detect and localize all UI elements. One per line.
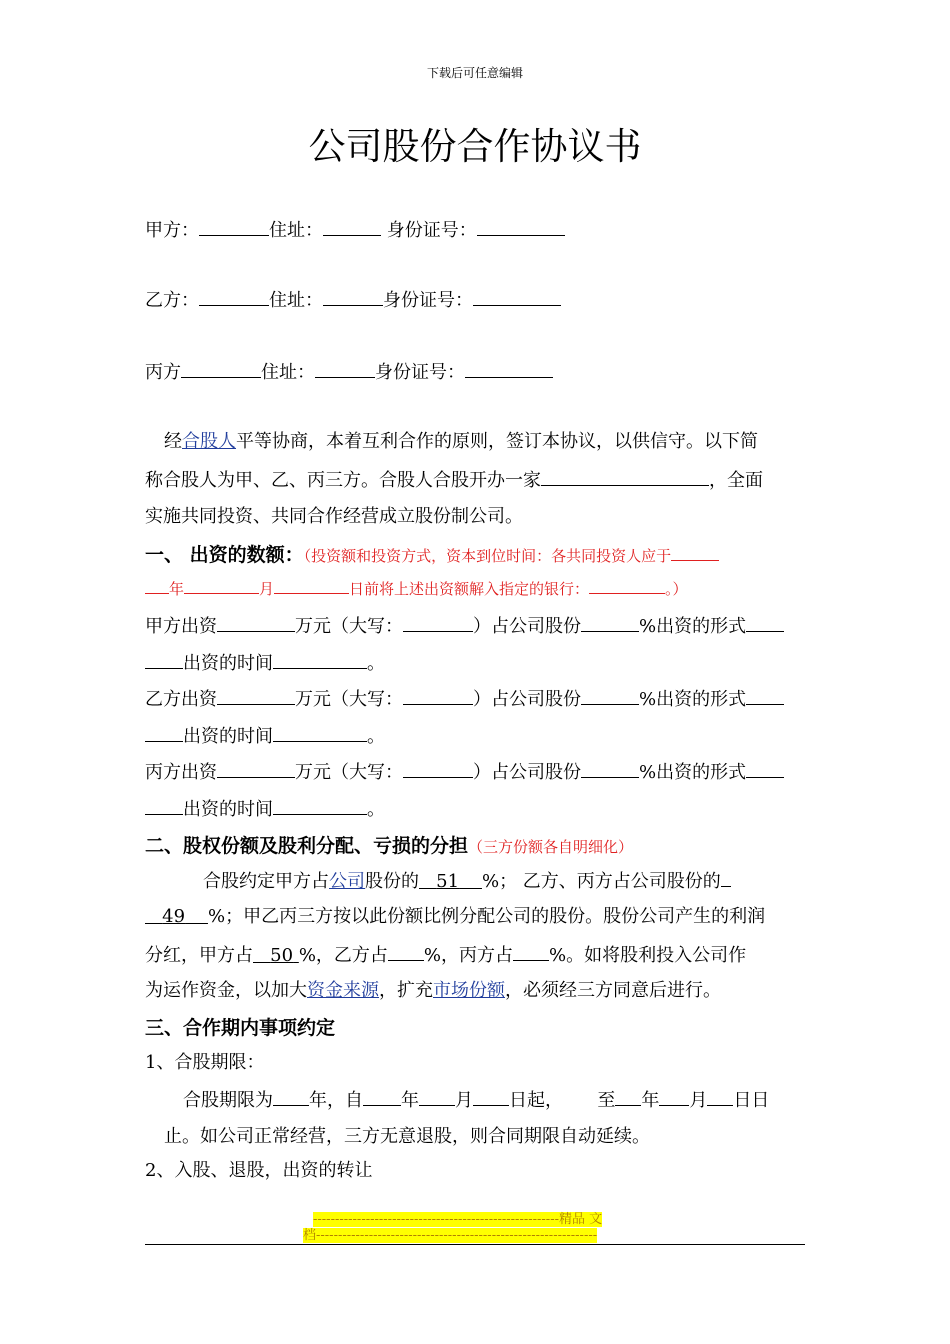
blank-field[interactable] bbox=[145, 723, 183, 742]
intro-line-1: 经合股人平等协商，本着互利合作的原则，签订本协议，以供信守。以下简 bbox=[164, 431, 758, 452]
footer-rule bbox=[145, 1244, 805, 1245]
blank-field[interactable] bbox=[473, 287, 561, 306]
shareholder-link[interactable]: 合股人 bbox=[182, 431, 236, 452]
blank-field[interactable] bbox=[721, 868, 731, 887]
blank-field[interactable] bbox=[659, 1087, 689, 1106]
share-line-3: 分红，甲方占 50 %，乙方占 %，丙方占 %。如将股利投入公司作 bbox=[145, 942, 746, 968]
blank-field[interactable] bbox=[323, 287, 383, 306]
contribution-row-b: 乙方出资 万元（大写： ）占公司股份 %出资的形式 bbox=[145, 686, 784, 712]
section-2-heading-line bbox=[145, 831, 633, 858]
blank-field[interactable] bbox=[273, 796, 367, 815]
blank-field[interactable] bbox=[199, 217, 269, 236]
blank-field[interactable] bbox=[581, 613, 639, 632]
share-line-4: 为运作资金，以加大资金来源，扩充市场份额，必须经三方同意后进行。 bbox=[145, 980, 721, 1001]
contribution-row-a: 甲方出资 万元（大写： ）占公司股份 %出资的形式 bbox=[145, 613, 784, 639]
blank-field[interactable] bbox=[581, 759, 639, 778]
share-value-bc: 49 bbox=[162, 906, 186, 927]
footer-line-1: --------------------------------------------------------精品 文 bbox=[313, 1212, 603, 1227]
section-note: （投资额和投资方式，资本到位时间：各共同投资人应于 bbox=[303, 547, 672, 565]
blank-field[interactable] bbox=[145, 796, 183, 815]
blank-field[interactable] bbox=[465, 359, 553, 378]
blank-field[interactable] bbox=[145, 650, 183, 669]
intro-line-3: 实施共同投资、共同合作经营成立股份制公司。 bbox=[145, 506, 523, 527]
blank-field[interactable] bbox=[273, 650, 367, 669]
item-2-label: 2、入股、退股，出资的转让 bbox=[145, 1160, 373, 1181]
blank-field[interactable] bbox=[315, 359, 375, 378]
blank-field[interactable] bbox=[323, 217, 381, 236]
contribution-row-c-time: 出资的时间 。 bbox=[145, 796, 385, 822]
section-3-heading: 三、合作期内事项约定 bbox=[145, 1017, 336, 1039]
blank-field[interactable] bbox=[541, 467, 709, 486]
term-line-1: 合股期限为 年，自 年 月 日起， 至 年 月 日日 bbox=[183, 1087, 769, 1113]
blank-field[interactable] bbox=[145, 578, 169, 594]
header-note: 下载后可任意编辑 bbox=[426, 66, 523, 80]
intro-line-2: 称合股人为甲、乙、丙三方。合股人合股开办一家 ，全面 bbox=[145, 467, 763, 493]
term-line-2: 止。如公司正常经营，三方无意退股，则合同期限自动延续。 bbox=[164, 1126, 650, 1147]
blank-field[interactable] bbox=[217, 759, 295, 778]
party-b-line: 乙方： 住址： 身份证号： bbox=[145, 287, 561, 313]
share-line-1: 合股约定甲方占公司股份的 51 %； 乙方、丙方占公司股份的 bbox=[203, 868, 731, 894]
market-share-link[interactable]: 市场份额 bbox=[433, 980, 505, 1001]
blank-field[interactable] bbox=[388, 942, 424, 961]
blank-field[interactable] bbox=[273, 1087, 309, 1106]
capital-source-link[interactable]: 资金来源 bbox=[307, 980, 379, 1001]
blank-field[interactable] bbox=[746, 759, 784, 778]
blank-field[interactable] bbox=[671, 545, 719, 561]
profit-value-a: 50 bbox=[270, 945, 294, 966]
section-heading: 二、股权份额及股利分配、亏损的分担 bbox=[145, 835, 469, 857]
blank-field[interactable] bbox=[184, 578, 259, 594]
document-title: 公司股份合作协议书 bbox=[308, 125, 642, 168]
contribution-row-b-time: 出资的时间 。 bbox=[145, 723, 385, 749]
blank-field[interactable] bbox=[419, 1087, 455, 1106]
item-1-label: 1、合股期限： bbox=[145, 1052, 265, 1073]
section-1-note-line: 年 月 日前将上述出资额解入指定的银行： 。） bbox=[145, 578, 688, 599]
blank-field[interactable] bbox=[707, 1087, 733, 1106]
blank-field[interactable] bbox=[746, 686, 784, 705]
blank-field[interactable] bbox=[181, 359, 261, 378]
share-line-2: 49 %；甲乙丙三方按以此份额比例分配公司的股份。股份公司产生的利润 bbox=[162, 906, 766, 927]
blank-field[interactable] bbox=[403, 759, 473, 778]
blank-field[interactable] bbox=[746, 613, 784, 632]
company-link[interactable]: 公司 bbox=[329, 871, 365, 892]
contribution-row-c: 丙方出资 万元（大写： ）占公司股份 %出资的形式 bbox=[145, 759, 784, 785]
blank-field[interactable] bbox=[363, 1087, 401, 1106]
blank-field[interactable] bbox=[274, 578, 349, 594]
blank-field[interactable] bbox=[615, 1087, 641, 1106]
blank-field[interactable] bbox=[513, 942, 549, 961]
contribution-row-a-time: 出资的时间 。 bbox=[145, 650, 385, 676]
blank-field[interactable] bbox=[403, 613, 473, 632]
section-1-heading-line bbox=[145, 540, 719, 567]
blank-field[interactable] bbox=[473, 1087, 509, 1106]
blank-field[interactable] bbox=[477, 217, 565, 236]
blank-field[interactable] bbox=[589, 578, 665, 594]
section-heading: 一、 出资的数额： bbox=[145, 544, 304, 566]
blank-field[interactable] bbox=[217, 686, 295, 705]
blank-field[interactable] bbox=[199, 287, 269, 306]
party-a-line: 甲方： 住址： 身份证号： bbox=[145, 217, 565, 243]
blank-field[interactable] bbox=[217, 613, 295, 632]
blank-field[interactable] bbox=[273, 723, 367, 742]
party-c-line: 丙方 住址： 身份证号： bbox=[145, 359, 553, 385]
share-value-a: 51 bbox=[436, 871, 460, 892]
blank-field[interactable] bbox=[581, 686, 639, 705]
footer-line-2: 档---------------------------------------------------------------- bbox=[303, 1228, 598, 1243]
section-note: （三方份额各自明细化） bbox=[468, 838, 634, 856]
blank-field[interactable] bbox=[403, 686, 473, 705]
